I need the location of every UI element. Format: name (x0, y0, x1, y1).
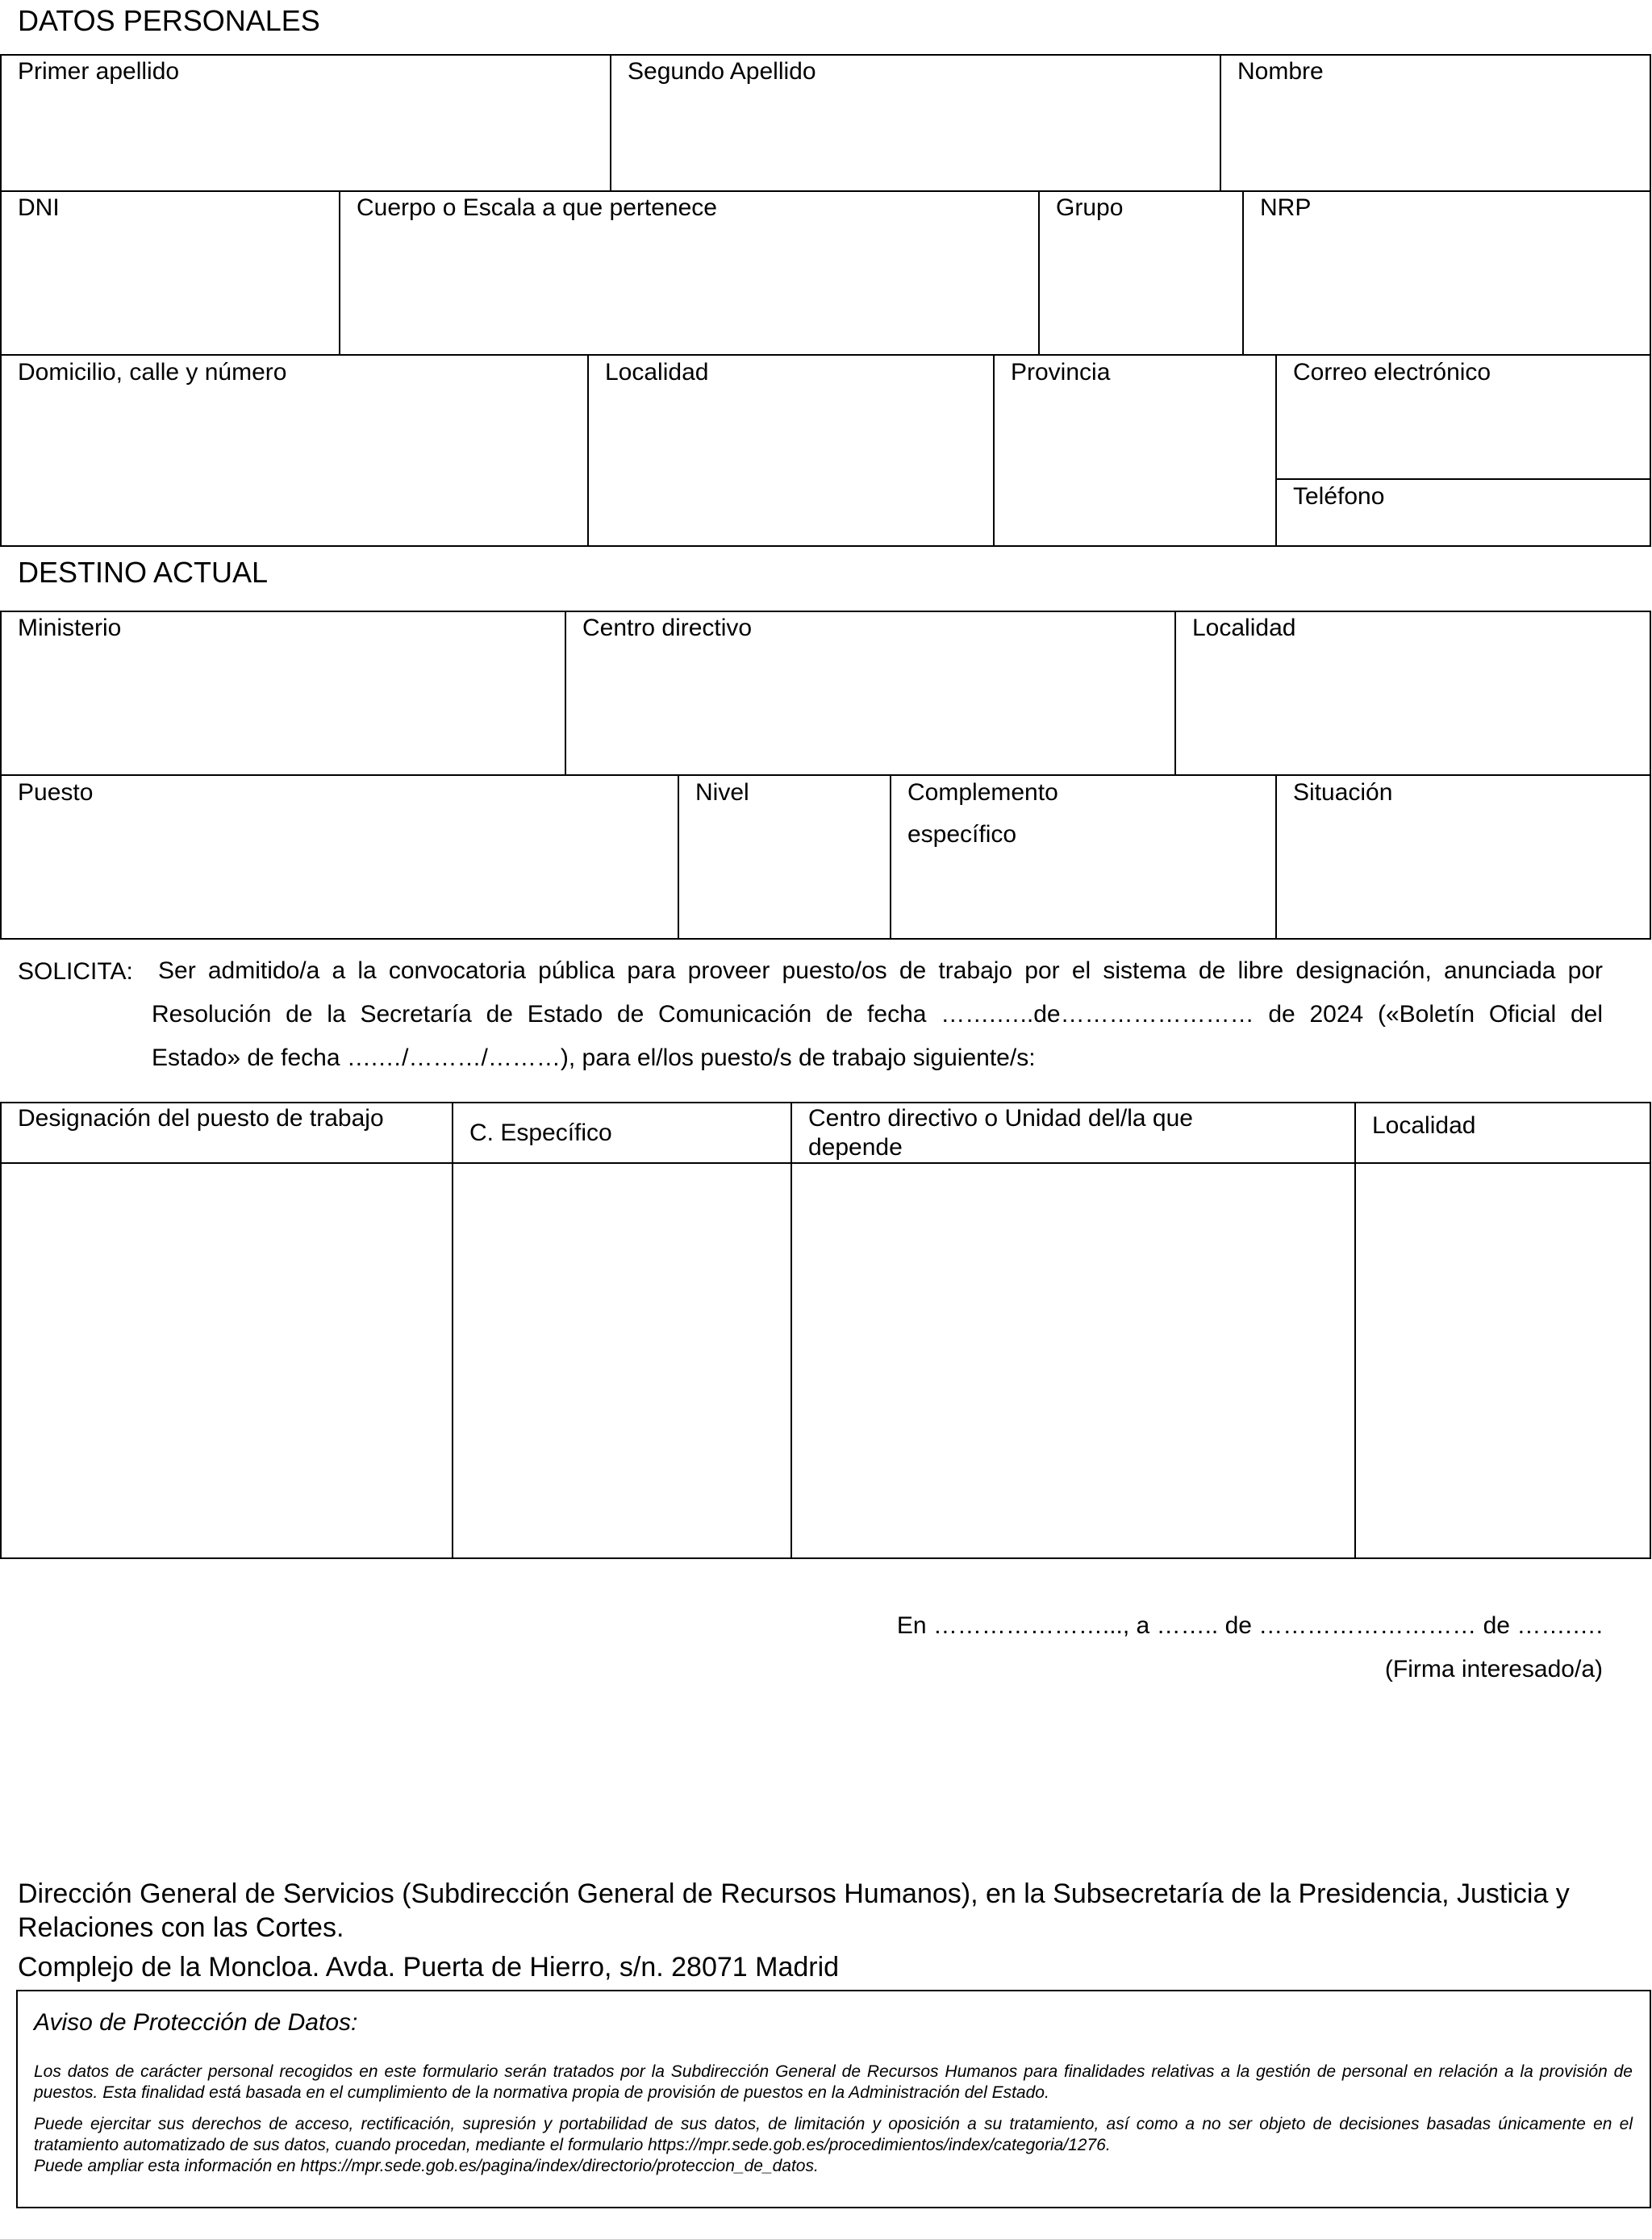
localidad-field[interactable]: Localidad (605, 359, 709, 386)
privacy-notice-title: Aviso de Protección de Datos: (34, 2009, 358, 2036)
primer-apellido-field[interactable]: Primer apellido (18, 58, 180, 85)
direccion-general-text: Dirección General de Servicios (Subdirección General de Recursos Humanos), en la Subsecretaría de la Presidencia, Justicia y Relaciones con las Cortes. (18, 1878, 1570, 1943)
divider (0, 774, 1651, 776)
datos-personales-table (0, 54, 1651, 547)
divider (1174, 611, 1176, 775)
divider (610, 54, 611, 191)
divider (0, 190, 1651, 192)
solicita-line-3: Estado» de fecha ….…/………/………), para el/los puesto/s de trabajo siguiente/s: (152, 1044, 1036, 1071)
grupo-field[interactable]: Grupo (1056, 194, 1124, 221)
situacion-field[interactable]: Situación (1293, 779, 1393, 806)
nrp-field[interactable]: NRP (1260, 194, 1312, 221)
divider (678, 774, 679, 940)
divider (1275, 478, 1651, 480)
puesto-field[interactable]: Puesto (18, 779, 94, 806)
centro-input-cell[interactable] (792, 1164, 1354, 1557)
divider (890, 774, 891, 940)
complemento-label[interactable]: Complemento (907, 779, 1058, 806)
divider (339, 190, 340, 355)
provincia-field[interactable]: Provincia (1011, 359, 1111, 386)
telefono-field[interactable]: Teléfono (1293, 483, 1385, 510)
complemento-label-cont: específico (907, 821, 1017, 848)
localidad-input-cell[interactable] (1356, 1164, 1650, 1557)
segundo-apellido-field[interactable]: Segundo Apellido (628, 58, 816, 85)
divider (993, 354, 995, 547)
correo-electronico-field[interactable]: Correo electrónico (1293, 359, 1491, 386)
divider (1038, 190, 1040, 355)
divider (565, 611, 566, 775)
divider (1275, 774, 1277, 940)
divider (1275, 354, 1277, 547)
col-designacion-header: Designación del puesto de trabajo (18, 1105, 384, 1132)
domicilio-field[interactable]: Domicilio, calle y número (18, 359, 287, 386)
c-especifico-input-cell[interactable] (453, 1164, 791, 1557)
centro-directivo-field[interactable]: Centro directivo (582, 615, 753, 641)
solicita-label: SOLICITA: (18, 958, 133, 985)
dni-field[interactable]: DNI (18, 194, 60, 221)
nombre-field[interactable]: Nombre (1237, 58, 1324, 85)
divider (1242, 190, 1244, 355)
firma-label: (Firma interesado/a) (1384, 1656, 1603, 1682)
datos-personales-title: DATOS PERSONALES (18, 4, 320, 37)
divider (587, 354, 589, 547)
nivel-field[interactable]: Nivel (695, 779, 749, 806)
col-centro-header: Centro directivo o Unidad del/la que depende (808, 1105, 1193, 1161)
destino-localidad-field[interactable]: Localidad (1192, 615, 1296, 641)
ministerio-field[interactable]: Ministerio (18, 615, 122, 641)
solicita-line-1: Ser admitido/a a la convocatoria pública para proveer puesto/os de trabajo por el sistema de libre designación, anunciada por (158, 957, 1603, 984)
divider (0, 354, 1651, 356)
designacion-input-cell[interactable] (2, 1164, 452, 1557)
privacy-paragraph-3: Puede ampliar esta información en https://mpr.sede.gob.es/pagina/index/directorio/proteccion_de_datos. (34, 2157, 819, 2175)
divider (1220, 54, 1221, 191)
solicita-line-2: Resolución de la Secretaría de Estado de Comunicación de fecha …….…..de…………………… de 2024 («Boletín Oficial del (152, 1001, 1603, 1028)
cuerpo-escala-field[interactable]: Cuerpo o Escala a que pertenece (357, 194, 717, 221)
col-localidad-header: Localidad (1372, 1112, 1476, 1139)
privacy-paragraph-2: Puede ejercitar sus derechos de acceso, rectificación, supresión y portabilidad de sus datos, de limitación y oposición a su tratamiento, así como a no ser objeto de decisiones basadas únicamente en el tratamiento automatizado de sus datos, cuando procedan, mediante el formulario https://mpr.sede.gob.es/procedimientos/index/categoria/1276. (34, 2115, 1633, 2154)
privacy-paragraph-1: Los datos de carácter personal recogidos en este formulario serán tratados por la Subdirección General de Recursos Humanos para finalidades relativas a la gestión de personal en relación a la provisión de puestos. Esta finalidad está basada en el cumplimiento de la normativa propia de provisión de puestos en la Administración del Estado. (34, 2062, 1633, 2102)
col-c-especifico-header: C. Específico (469, 1120, 612, 1146)
fecha-lugar-line[interactable]: En …………………..., a …….. de ……………………… de …….…. (896, 1612, 1603, 1639)
destino-actual-title: DESTINO ACTUAL (18, 556, 269, 589)
direccion-postal-text: Complejo de la Moncloa. Avda. Puerta de Hierro, s/n. 28071 Madrid (18, 1952, 840, 1983)
